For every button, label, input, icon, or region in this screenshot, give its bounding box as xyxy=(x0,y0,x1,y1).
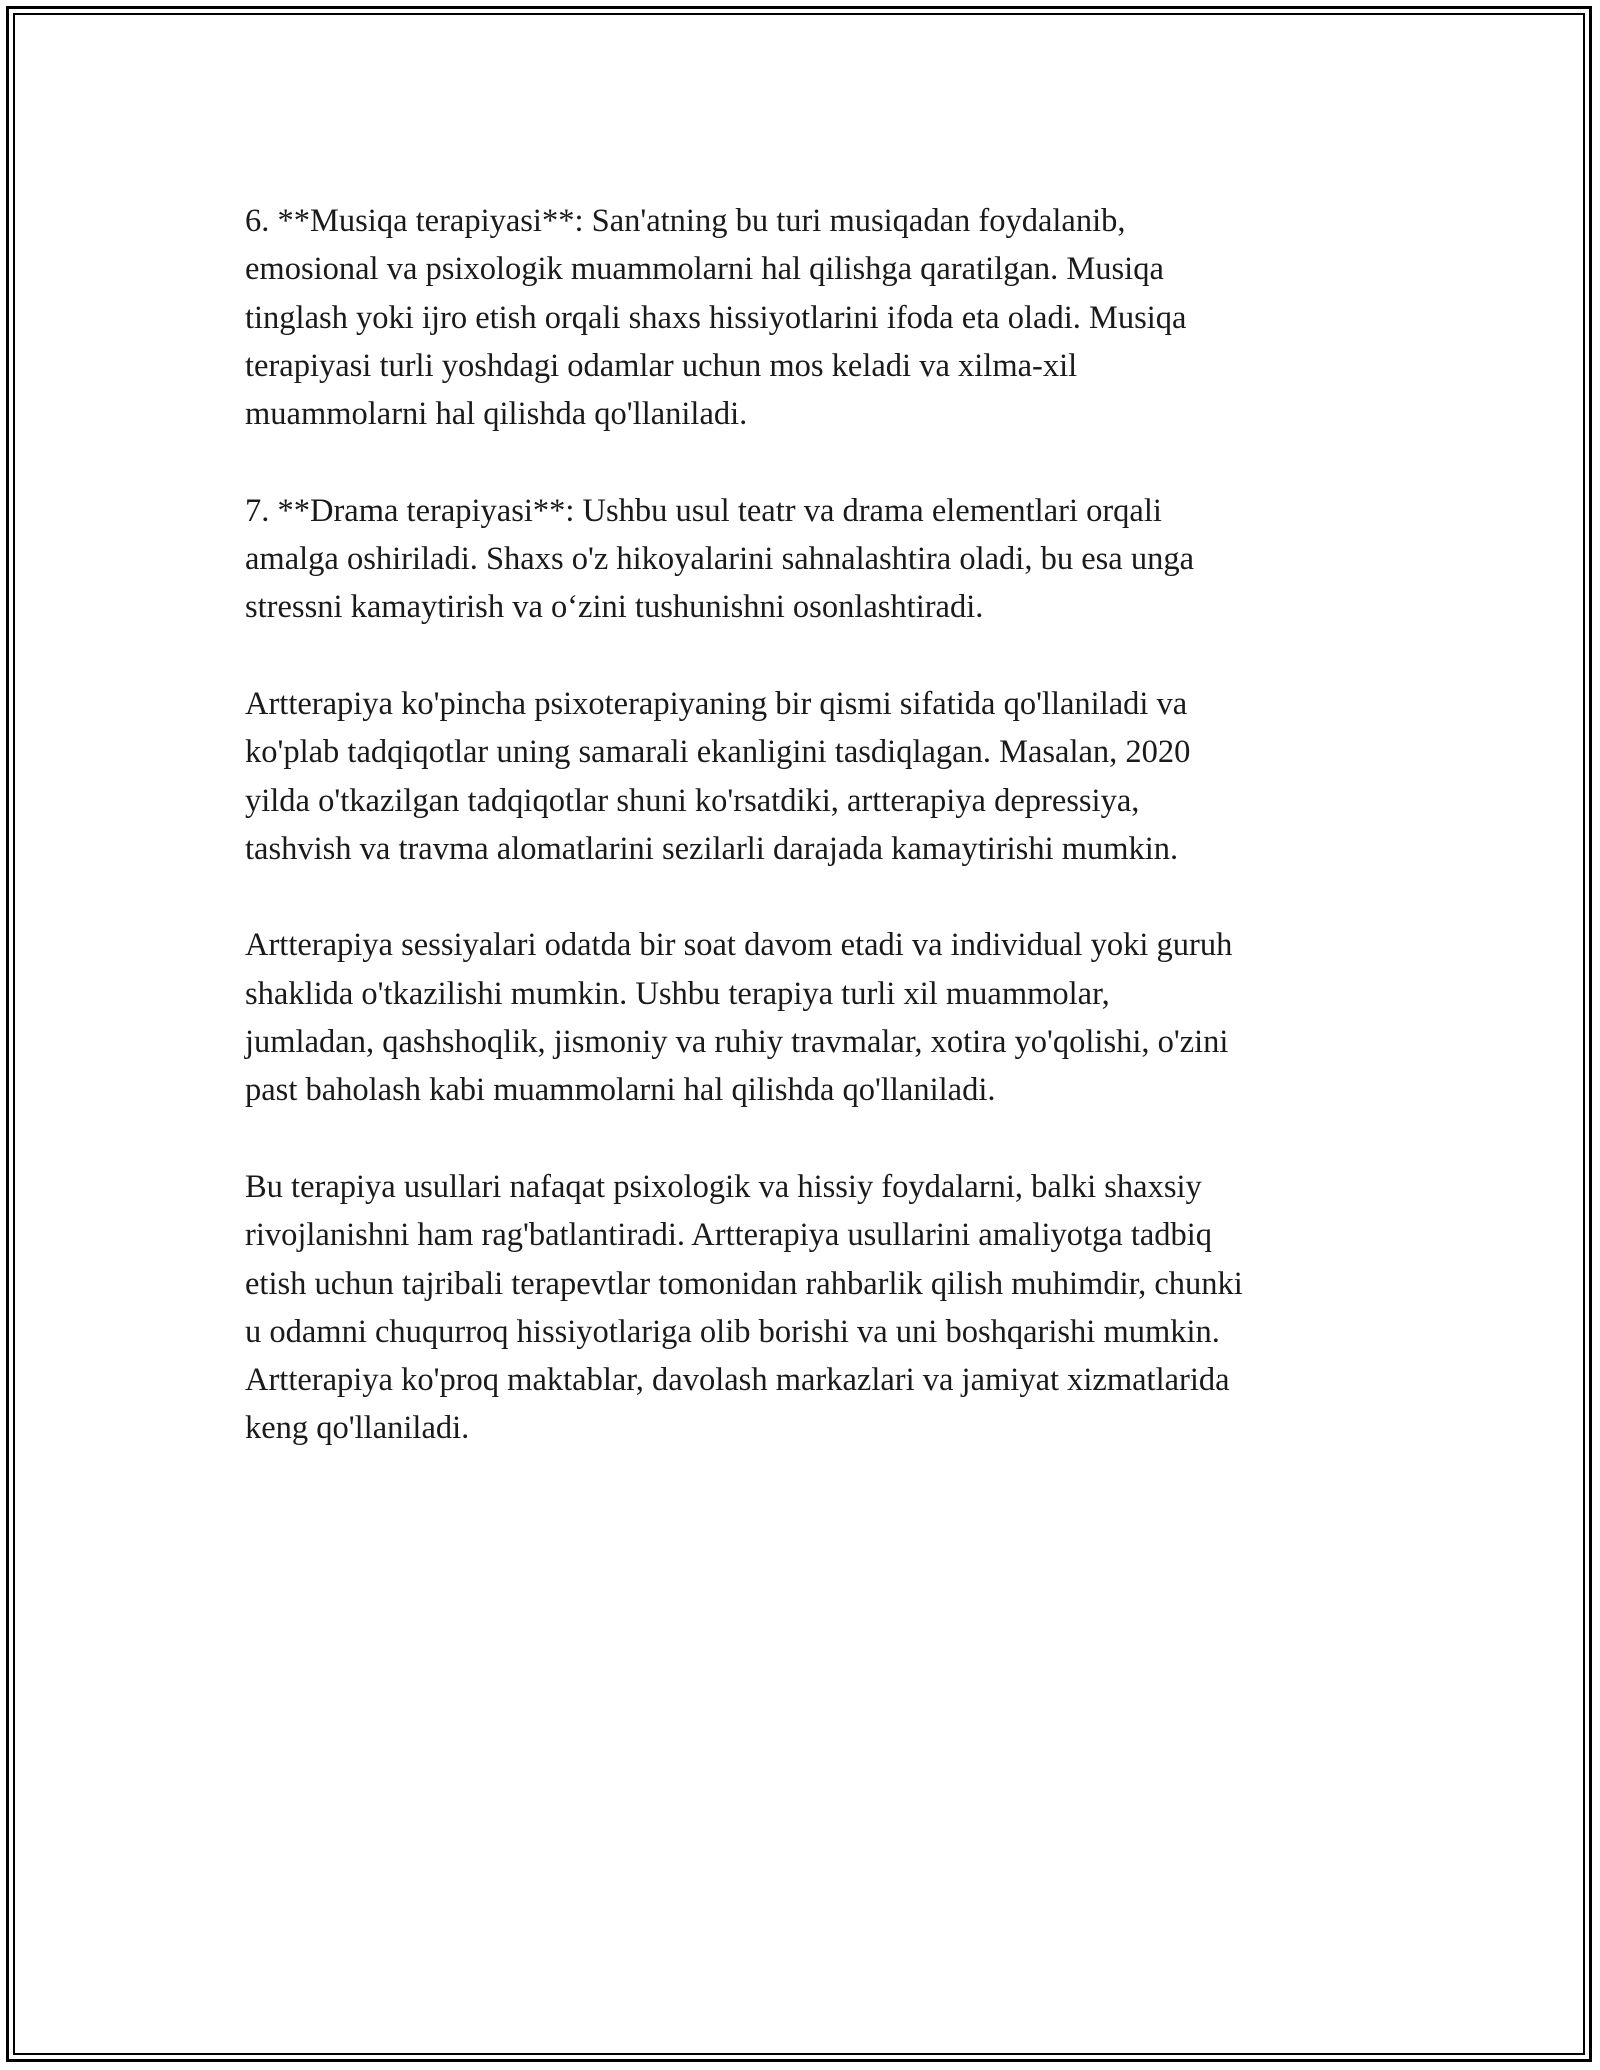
text-line: shaklida o'tkazilishi mumkin. Ushbu terapiya turli xil muammolar, xyxy=(245,975,1110,1012)
text-line: Artterapiya ko'pincha psixoterapiyaning bir qismi sifatida qo'llaniladi va xyxy=(245,685,1188,722)
paragraph-benefits xyxy=(245,1163,1385,1453)
text-line: tinglash yoki ijro etish orqali shaxs hissiyotlarini ifoda eta oladi. Musiqa xyxy=(245,299,1187,336)
text-line: Artterapiya ko'proq maktablar, davolash markazlari va jamiyat xizmatlarida xyxy=(245,1362,1230,1399)
text-line: muammolarni hal qilishda qo'llaniladi. xyxy=(245,396,748,433)
paragraph-sessions xyxy=(245,921,1385,1114)
text-line: Artterapiya sessiyalari odatda bir soat davom etadi va individual yoki guruh xyxy=(245,927,1233,964)
text-line: ko'plab tadqiqotlar uning samarali ekanligini tasdiqlagan. Masalan, 2020 xyxy=(245,734,1191,771)
page-frame xyxy=(6,6,1592,2062)
text-line: Bu terapiya usullari nafaqat psixologik va hissiy foydalarni, balki shaxsiy xyxy=(245,1168,1202,1205)
text-line: 7. **Drama terapiyasi**: Ushbu usul teatr va drama elementlari orqali xyxy=(245,492,1162,529)
text-line: emosional va psixologik muammolarni hal qilishga qaratilgan. Musiqa xyxy=(245,251,1164,288)
text-line: tashvish va travma alomatlarini sezilarli darajada kamaytirishi mumkin. xyxy=(245,830,1179,867)
text-line: terapiyasi turli yoshdagi odamlar uchun mos keladi va xilma-xil xyxy=(245,347,1078,384)
text-line: rivojlanishni ham rag'batlantiradi. Artterapiya usullarini amaliyotga tadbiq xyxy=(245,1217,1213,1254)
text-line: jumladan, qashshoqlik, jismoniy va ruhiy travmalar, xotira yo'qolishi, o'zini xyxy=(245,1024,1229,1061)
text-line: stressni kamaytirish va o‘zini tushunishni osonlashtiradi. xyxy=(245,589,984,626)
paragraph-music-therapy xyxy=(245,197,1385,438)
text-line: amalga oshiriladi. Shaxs o'z hikoyalarini sahnalashtira oladi, bu esa unga xyxy=(245,541,1195,578)
text-line: u odamni chuqurroq hissiyotlariga olib borishi va uni boshqarishi mumkin. xyxy=(245,1313,1220,1350)
text-line: keng qo'llaniladi. xyxy=(245,1410,470,1447)
paragraph-research xyxy=(245,680,1385,873)
document-body xyxy=(245,197,1385,1501)
paragraph-drama-therapy xyxy=(245,487,1385,632)
text-line: yilda o'tkazilgan tadqiqotlar shuni ko'rsatdiki, artterapiya depressiya, xyxy=(245,782,1140,819)
text-line: 6. **Musiqa terapiyasi**: San'atning bu turi musiqadan foydalanib, xyxy=(245,203,1126,239)
text-line: past baholash kabi muammolarni hal qilishda qo'llaniladi. xyxy=(245,1072,996,1109)
text-line: etish uchun tajribali terapevtlar tomonidan rahbarlik qilish muhimdir, chunki xyxy=(245,1265,1243,1302)
